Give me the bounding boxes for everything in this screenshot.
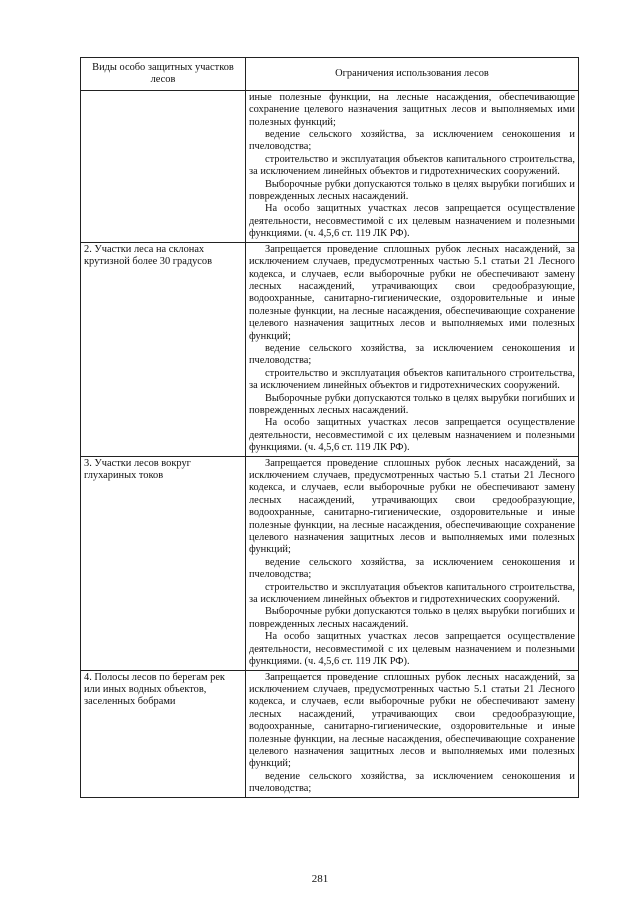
restriction-paragraph: строительство и эксплуатация объектов капитального строительства, за исключением линейных объектов и гидротехнических сооружений. bbox=[249, 153, 575, 178]
page-number: 281 bbox=[311, 873, 329, 885]
restriction-paragraph: Выборочные рубки допускаются только в целях вырубки погибших и поврежденных лесных насаждений. bbox=[249, 178, 575, 203]
restriction-paragraph: ведение сельского хозяйства, за исключением сенокошения и пчеловодства; bbox=[249, 129, 575, 153]
restriction-paragraph: Выборочные рубки допускаются только в целях вырубки погибших и поврежденных лесных насаждений. bbox=[249, 392, 575, 416]
restriction-paragraph: ведение сельского хозяйства, за исключением сенокошения и пчеловодства; bbox=[249, 342, 575, 367]
table-header-row bbox=[81, 58, 579, 91]
forest-kind-cell: 3. Участки лесов вокруг глухариных токов bbox=[81, 456, 246, 670]
restriction-paragraph: ведение сельского хозяйства, за исключением сенокошения и пчеловодства; bbox=[249, 770, 575, 795]
restrictions-table bbox=[80, 57, 579, 798]
restriction-paragraph: Запрещается проведение сплошных рубок лесных насаждений, за исключением случаев, предусмотренных частью 5.1 статьи 21 Лесного кодекса, и случаев, если выборочные рубки не обеспечивают замену лесных насаждений, утрачивающих свои средообразующие, водоохранные, санитарно-гигиенические, оздоровительные и иные полезные функции, на лесные насаждения, обеспечивающие сохранение целевого назначения защитных лесов и выполняемых ими полезных функций; bbox=[249, 671, 575, 770]
table-row bbox=[81, 242, 579, 456]
restriction-paragraph: На особо защитных участках лесов запрещается осуществление деятельности, несовместимой с их целевым назначением и полезными функциями. (ч. 4,5,6 ст. 119 ЛК РФ). bbox=[249, 631, 575, 668]
table-row bbox=[81, 90, 579, 242]
forest-kind-cell: 2. Участки леса на склонах крутизной более 30 градусов bbox=[81, 242, 246, 456]
header-restrictions: Ограничения использования лесов bbox=[246, 58, 579, 91]
restrictions-cell bbox=[246, 90, 579, 242]
restriction-paragraph: На особо защитных участках лесов запрещается осуществление деятельности, несовместимой с их целевым назначением и полезными функциями. (ч. 4,5,6 ст. 119 ЛК РФ). bbox=[249, 203, 575, 240]
restriction-paragraph: Выборочные рубки допускаются только в целях вырубки погибших и поврежденных лесных насаждений. bbox=[249, 606, 575, 630]
restriction-paragraph: строительство и эксплуатация объектов капитального строительства, за исключением линейных объектов и гидротехнических сооружений. bbox=[249, 367, 575, 392]
restriction-paragraph: строительство и эксплуатация объектов капитального строительства, за исключением линейных объектов и гидротехнических сооружений. bbox=[249, 581, 575, 606]
restriction-paragraph: На особо защитных участках лесов запрещается осуществление деятельности, несовместимой с их целевым назначением и полезными функциями. (ч. 4,5,6 ст. 119 ЛК РФ). bbox=[249, 417, 575, 454]
table-row bbox=[81, 670, 579, 797]
table-row bbox=[81, 456, 579, 670]
header-forest-kind: Виды особо защитных участков лесов bbox=[81, 58, 246, 91]
restriction-paragraph: Запрещается проведение сплошных рубок лесных насаждений, за исключением случаев, предусмотренных частью 5.1 статьи 21 Лесного кодекса, и случаев, если выборочные рубки не обеспечивают замену лесных насаждений, утрачивающих свои средообразующие, водоохранные, санитарно-гигиенические, оздоровительные и иные полезные функции, на лесные насаждения, обеспечивающие сохранение целевого назначения защитных лесов и выполняемых ими полезных функций; bbox=[249, 243, 575, 342]
table-body bbox=[81, 90, 579, 797]
forest-kind-cell bbox=[81, 90, 246, 242]
restriction-paragraph: иные полезные функции, на лесные насаждения, обеспечивающие сохранение целевого назначения защитных лесов и выполняемых ими полезных функций; bbox=[249, 91, 575, 128]
restrictions-cell bbox=[246, 456, 579, 670]
restriction-paragraph: ведение сельского хозяйства, за исключением сенокошения и пчеловодства; bbox=[249, 556, 575, 581]
restrictions-cell bbox=[246, 242, 579, 456]
restrictions-cell bbox=[246, 670, 579, 797]
forest-kind-cell: 4. Полосы лесов по берегам рек или иных водных объектов, заселенных бобрами bbox=[81, 670, 246, 797]
restriction-paragraph: Запрещается проведение сплошных рубок лесных насаждений, за исключением случаев, предусмотренных частью 5.1 статьи 21 Лесного кодекса, и случаев, если выборочные рубки не обеспечивают замену лесных насаждений, утрачивающих свои средообразующие, водоохранные, санитарно-гигиенические, оздоровительные и иные полезные функции, на лесные насаждения, обеспечивающие сохранение целевого назначения защитных лесов и выполняемых ими полезных функций; bbox=[249, 457, 575, 556]
